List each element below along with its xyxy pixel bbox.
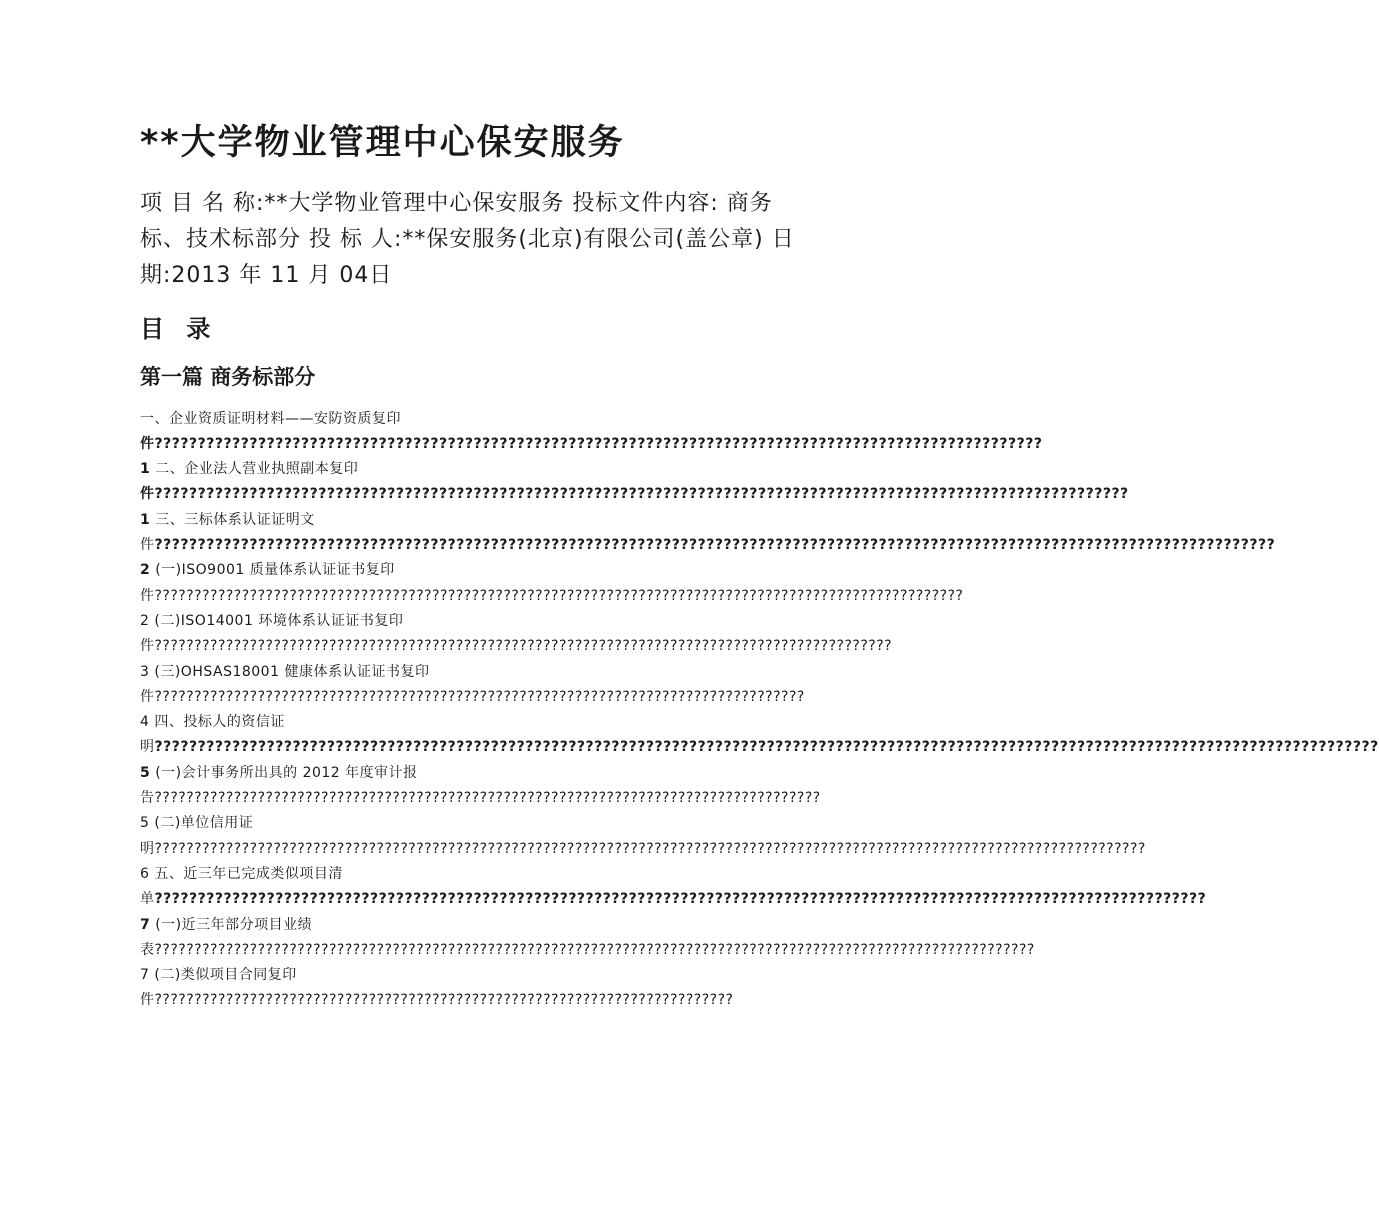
toc-heading: 目 录 (140, 315, 218, 343)
toc-body (140, 407, 1379, 1014)
toc-entry: (一)ISO9001 质量体系认证证书复印件??????????????????????????????????????????????????????????????????????????????????????????????????????2 (140, 562, 964, 629)
toc-leader: ??????????????????????????????????????????????????????????????????????????????????????????????????????????????????????????????????????????????5 (140, 739, 1379, 781)
toc-entry: 二、企业法人营业执照副本复印 (150, 461, 359, 478)
toc-entry: (二)单位信用证明?????????????????????????????????????????????????????????????????????????????????????????????????????????????????????????????6 (140, 815, 1146, 882)
toc-entry: (二)类似项目合同复印件????????????????????????????????????????????????????????????????????????? (140, 967, 734, 1009)
toc-leader: ??????????????????????????????????????????????????????????????????????????????????????????????????????????????????????????7 (140, 891, 1207, 933)
toc-leader: 件???????????????????????????????????????????????????????????????????????????????????????????????????????1 (140, 435, 1043, 478)
document-content (140, 122, 1379, 1014)
project-meta: 项 目 名 称:**大学物业管理中心保安服务 投标文件内容: 商务标、技术标部分 投 标 人:**保安服务(北京)有限公司(盖公章) 日 期:2013 年 11 月 04日 (140, 191, 795, 288)
toc-entry: 三、三标体系认证证明文件 (140, 511, 315, 554)
toc-entry: (一)会计事务所出具的 2012 年度审计报告????????????????????????????????????????????????????????????????????????????????????5 (140, 764, 821, 832)
toc-entry: 一、企业资质证明材料——安防资质复印 (140, 410, 401, 427)
toc-leader: 件?????????????????????????????????????????????????????????????????????????????????????????????????????????????????1 (140, 486, 1129, 528)
toc-entry: (三)OHSAS18001 健康体系认证证书复印件??????????????????????????????????????????????????????????????????????????????????4 (140, 663, 805, 731)
toc-entry: 五、近三年已完成类似项目清单 (140, 865, 343, 908)
toc-entry: (二)ISO14001 环境体系认证证书复印件?????????????????????????????????????????????????????????????????????????????????????????????3 (140, 612, 893, 680)
toc-entry: 四、投标人的资信证明 (140, 714, 285, 756)
part-heading: 第一篇 商务标部分 (140, 365, 316, 390)
toc-leader: ??????????????????????????????????????????????????????????????????????????????????????????????????????????????????????????????????2 (140, 537, 1276, 579)
toc-entry: (一)近三年部分项目业绩表???????????????????????????????????????????????????????????????????????????????????????????????????????????????7 (140, 916, 1035, 984)
document-title: **大学物业管理中心保安服务 (140, 123, 625, 163)
